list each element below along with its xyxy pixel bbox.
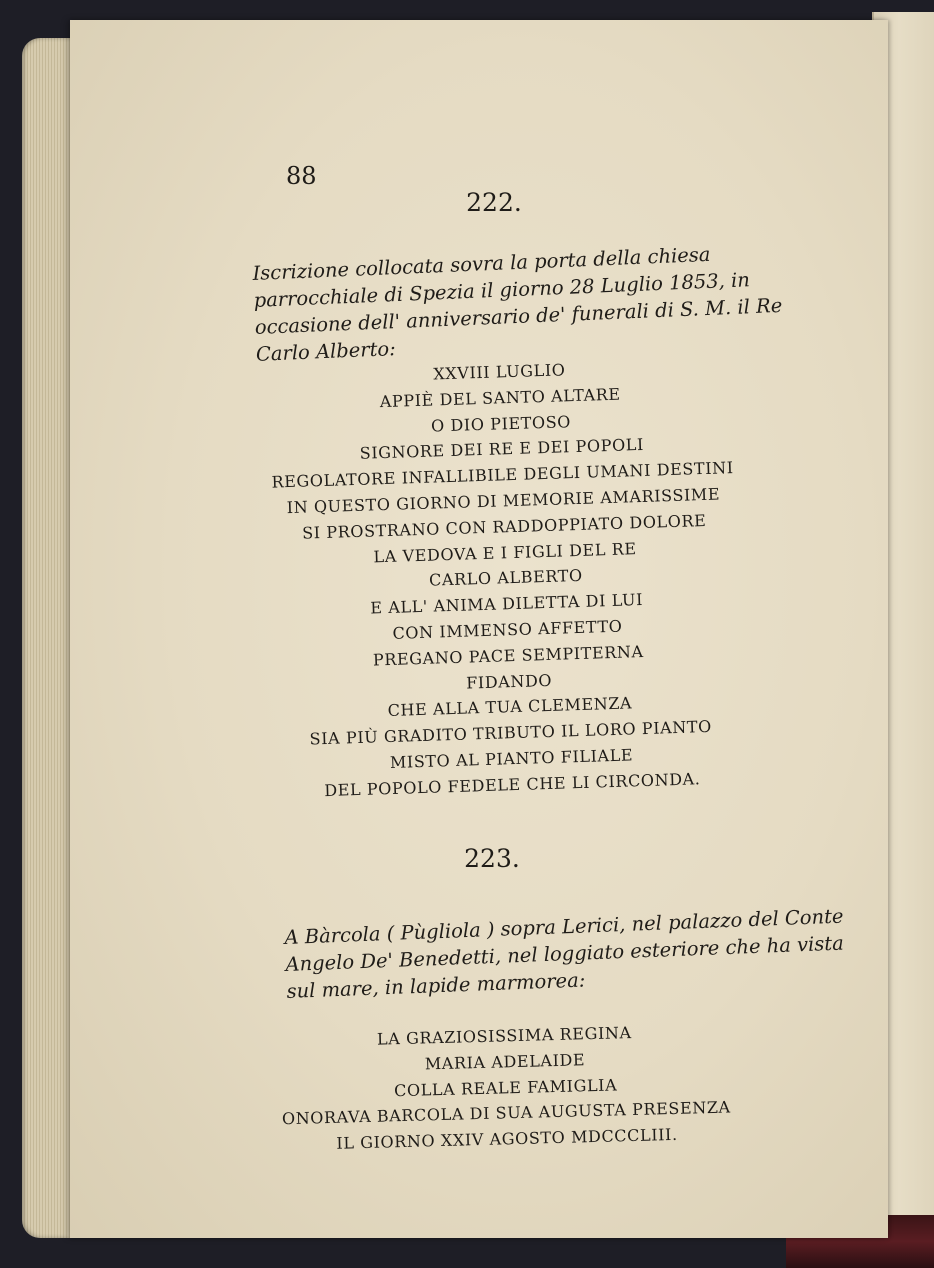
section-intro-223: A Bàrcola ( Pùgliola ) sopra Lerici, nel palazzo del Conte Angelo De' Benedetti, nel loggiato esteriore che ha vista sul mare, in lapide marmorea: xyxy=(284,904,845,1003)
inscription-line: APPIÈ DEL SANTO ALTARE xyxy=(379,384,621,411)
inscription-line: SIGNORE DEI RE E DEI POPOLI xyxy=(359,435,645,464)
page-content xyxy=(70,20,888,1238)
inscription-line: COLLA REALE FAMIGLIA xyxy=(393,1074,618,1100)
inscription-line: PREGANO PACE SEMPITERNA xyxy=(372,641,644,670)
inscription-line: DEL POPOLO FEDELE CHE LI CIRCONDA. xyxy=(323,769,701,800)
inscription-222 xyxy=(70,347,901,811)
inscription-line: O DIO PIETOSO xyxy=(430,411,572,436)
inscription-line: LA VEDOVA E I FIGLI DEL RE xyxy=(373,538,637,566)
inscription-223 xyxy=(70,1013,891,1163)
inscription-line: SI PROSTRANO CON RADDOPPIATO DOLORE xyxy=(301,510,707,543)
inscription-line: MISTO AL PIANTO FILIALE xyxy=(389,745,634,772)
inscription-line: IL GIORNO XXIV AGOSTO MDCCCLIII. xyxy=(336,1125,678,1153)
inscription-line: CHE ALLA TUA CLEMENZA xyxy=(387,693,633,721)
section-intro-222: Iscrizione collocata sovra la porta della chiesa parrocchiale di Spezia il giorno 28 Luglio 1853, in occasione dell' anniversario de' funerali di S. M. il Re Carlo Alberto: xyxy=(252,242,783,366)
book-page xyxy=(70,20,888,1238)
inscription-line: MARIA ADELAIDE xyxy=(424,1050,586,1074)
inscription-line: ONORAVA BARCOLA DI SUA AUGUSTA PRESENZA xyxy=(281,1097,731,1129)
inscription-line: FIDANDO xyxy=(465,670,553,693)
inscription-line: IN QUESTO GIORNO DI MEMORIE AMARISSIME xyxy=(286,484,721,518)
inscription-line: XXVIII LUGLIO xyxy=(432,360,566,384)
section-number-222: 222. xyxy=(466,188,522,217)
inscription-line: LA GRAZIOSISSIMA REGINA xyxy=(376,1023,632,1049)
inscription-line: SIA PIÙ GRADITO TRIBUTO IL LORO PIANTO xyxy=(309,717,713,749)
inscription-line: REGOLATORE INFALLIBILE DEGLI UMANI DESTINI xyxy=(271,458,734,492)
inscription-line: E ALL' ANIMA DILETTA DI LUI xyxy=(370,590,644,618)
page-number: 88 xyxy=(286,162,317,190)
inscription-line: CON IMMENSO AFFETTO xyxy=(392,616,623,643)
section-number-223: 223. xyxy=(464,844,520,873)
inscription-line: CARLO ALBERTO xyxy=(428,566,583,591)
